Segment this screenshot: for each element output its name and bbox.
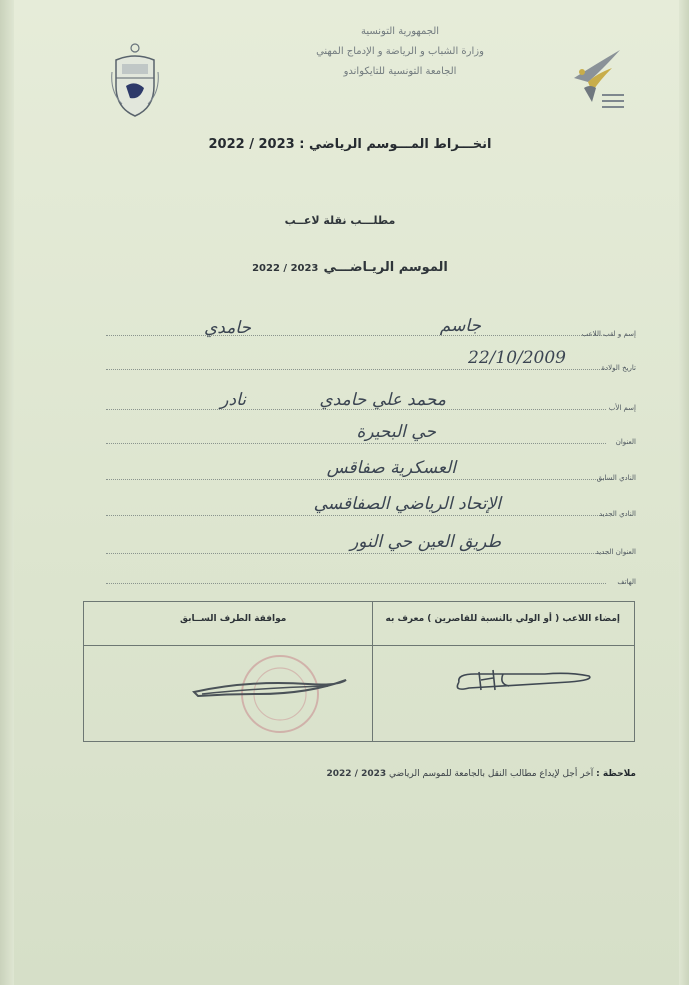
field-new-club	[106, 492, 636, 522]
field-label: إسم الأب	[608, 404, 636, 412]
form-title: مطلـــب نقلة لاعــب	[284, 214, 396, 227]
field-label: العنوان	[615, 438, 636, 446]
letterhead	[270, 22, 530, 82]
club-stamp-signature-icon	[188, 650, 358, 738]
handwritten-new-club: الإتحاد الرياضي الصفاقسي	[313, 494, 501, 514]
note-season: 2023 / 2022	[326, 769, 387, 779]
field-label: الهاتف	[617, 578, 636, 586]
signature-table	[83, 601, 635, 742]
field-label: إسم و لقب اللاعب	[581, 330, 636, 338]
handwritten-last-name: حامدي	[203, 318, 251, 338]
field-label: النادي السابق	[596, 474, 636, 482]
federation-logo-icon	[566, 44, 634, 116]
handwritten-previous-club: العسكرية صفاقس	[326, 458, 456, 478]
player-signature-icon	[449, 664, 599, 698]
deadline-note	[286, 769, 636, 779]
note-text: آخر أجل لإيداع مطالب النقل بالجامعة للموسم الرياضي	[389, 769, 594, 779]
handwritten-birth-date: 22/10/2009	[468, 348, 566, 368]
field-address	[106, 420, 636, 450]
handwritten-first-name: جاسم	[439, 316, 481, 336]
form-season	[220, 256, 480, 275]
field-label: تاريخ الولادة	[601, 364, 636, 372]
handwritten-address: حي البحيرة	[356, 422, 436, 442]
player-signature-header: إمضاء اللاعب ( أو الولي بالنسبة للقاصرين ) معرف به	[385, 614, 620, 624]
handwritten-new-address: طريق العين حي النور	[350, 532, 501, 552]
field-birth-date	[106, 346, 636, 376]
field-previous-club	[106, 456, 636, 486]
note-label: ملاحظة :	[596, 769, 636, 779]
field-label: العنوان الجديد	[595, 548, 636, 556]
field-new-address	[106, 530, 636, 560]
field-phone	[106, 560, 636, 590]
paper-edge-right	[679, 0, 689, 985]
previous-club-approval-header: موافقة الطرف الســابق	[180, 614, 287, 624]
season-title: انخـــراط المـــوسم الرياضي : 2023 / 2022	[208, 137, 492, 152]
field-player-name	[106, 312, 636, 342]
field-label: النادي الجديد	[598, 510, 636, 518]
handwritten-father-name: محمد علي حامدي	[319, 390, 446, 410]
header-line-federation: الجامعة التونسية للتايكواندو	[343, 66, 457, 77]
header-line-republic: الجمهورية التونسية	[360, 26, 440, 37]
header-line-ministry: وزارة الشباب و الرياضة و الإدماج المهني	[316, 46, 484, 57]
handwritten-mother-name: نادر	[220, 390, 246, 410]
form-season-label: الموسم الريـاضـــي	[323, 260, 448, 275]
tunisia-emblem-icon	[108, 42, 162, 118]
paper-edge-left	[0, 0, 14, 985]
form-season-value: 2023 / 2022	[252, 263, 319, 274]
field-father-name	[106, 386, 636, 416]
